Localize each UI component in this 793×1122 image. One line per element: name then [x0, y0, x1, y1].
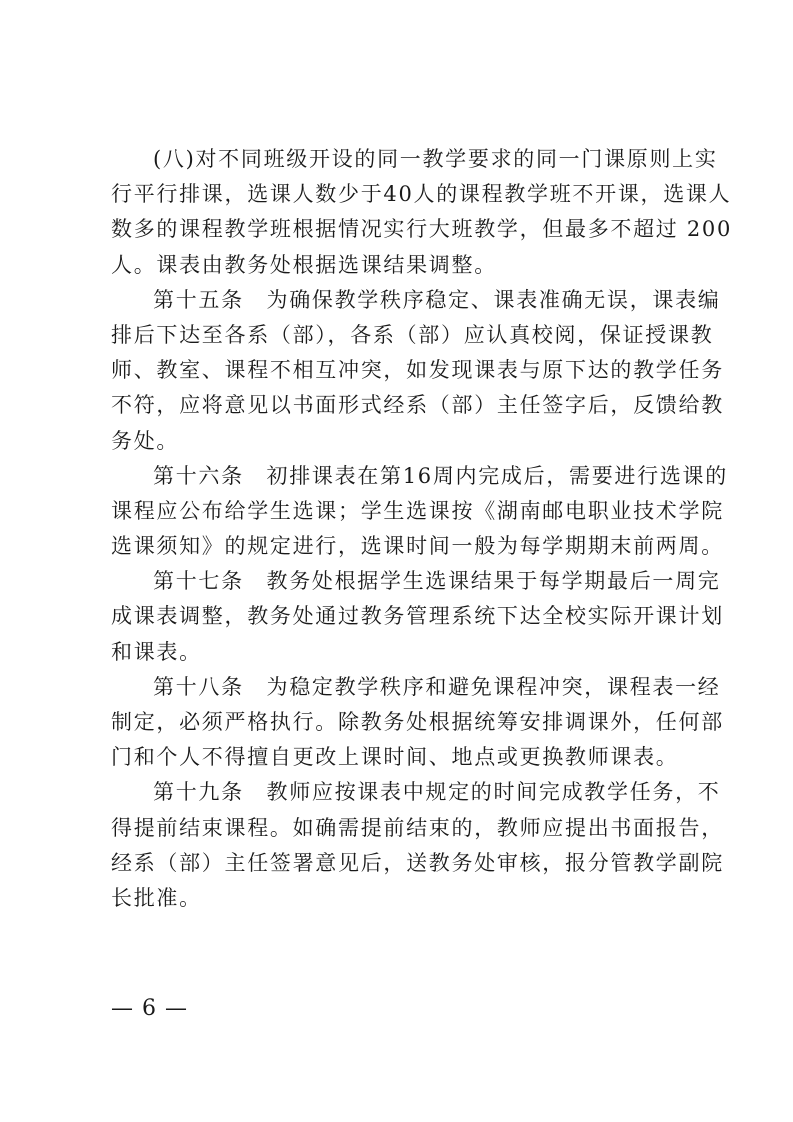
text-line: 数多的课程教学班根据情况实行大班教学，但最多不超过 200 [111, 217, 733, 242]
text-line: 选课须知》的规定进行，选课时间一般为每学期期末前两周。 [111, 534, 724, 559]
text-line: 第十六条 初排课表在第16周内完成后，需要进行选课的 [153, 463, 728, 488]
text-line: 第十五条 为确保教学秩序稳定、课表准确无误，课表编 [153, 287, 721, 312]
text-line: 长批准。 [111, 885, 202, 910]
text-line: 人。课表由教务处根据选课结果调整。 [111, 252, 497, 277]
text-line: 得提前结束课程。如确需提前结束的，教师应提出书面报告， [111, 815, 724, 840]
text-line: 师、教室、课程不相互冲突，如发现课表与原下达的教学任务 [111, 358, 724, 383]
paragraph-article-16 [111, 459, 728, 565]
text-line: 第十八条 为稳定教学秩序和避免课程冲突，课程表一经 [153, 674, 721, 699]
text-line: (八)对不同班级开设的同一教学要求的同一门课原则上实 [153, 147, 718, 171]
text-line: 务处。 [111, 428, 180, 453]
text-line: 成课表调整，教务处通过教务管理系统下达全校实际开课计划 [111, 604, 724, 629]
text-line: 不符，应将意见以书面形式经系（部）主任签字后，反馈给教 [111, 393, 724, 418]
text-line: 课程应公布给学生选课；学生选课按《湖南邮电职业技术学院 [111, 498, 724, 523]
paragraph-item-8 [111, 142, 733, 283]
paragraph-article-17 [111, 564, 724, 670]
text-line: 制定，必须严格执行。除教务处根据统筹安排调课外，任何部 [111, 710, 724, 734]
text-line: 门和个人不得擅自更改上课时间、地点或更换教师课表。 [111, 745, 679, 770]
page-number: — 6 — [111, 996, 188, 1021]
text-line: 和课表。 [111, 639, 202, 664]
text-line: 第十九条 教师应按课表中规定的时间完成教学任务，不 [153, 780, 721, 805]
text-line: 经系（部）主任签署意见后，送教务处审核，报分管教学副院 [111, 850, 724, 875]
paragraph-article-19 [111, 775, 724, 916]
text-line: 行平行排课，选课人数少于40人的课程教学班不开课，选课人 [111, 182, 732, 207]
document-body [111, 142, 733, 916]
paragraph-article-18 [111, 670, 724, 776]
text-line: 第十七条 教务处根据学生选课结果于每学期最后一周完 [153, 569, 721, 594]
paragraph-article-15 [111, 283, 724, 459]
text-line: 排后下达至各系（部），各系（部）应认真校阅，保证授课教 [111, 322, 714, 347]
